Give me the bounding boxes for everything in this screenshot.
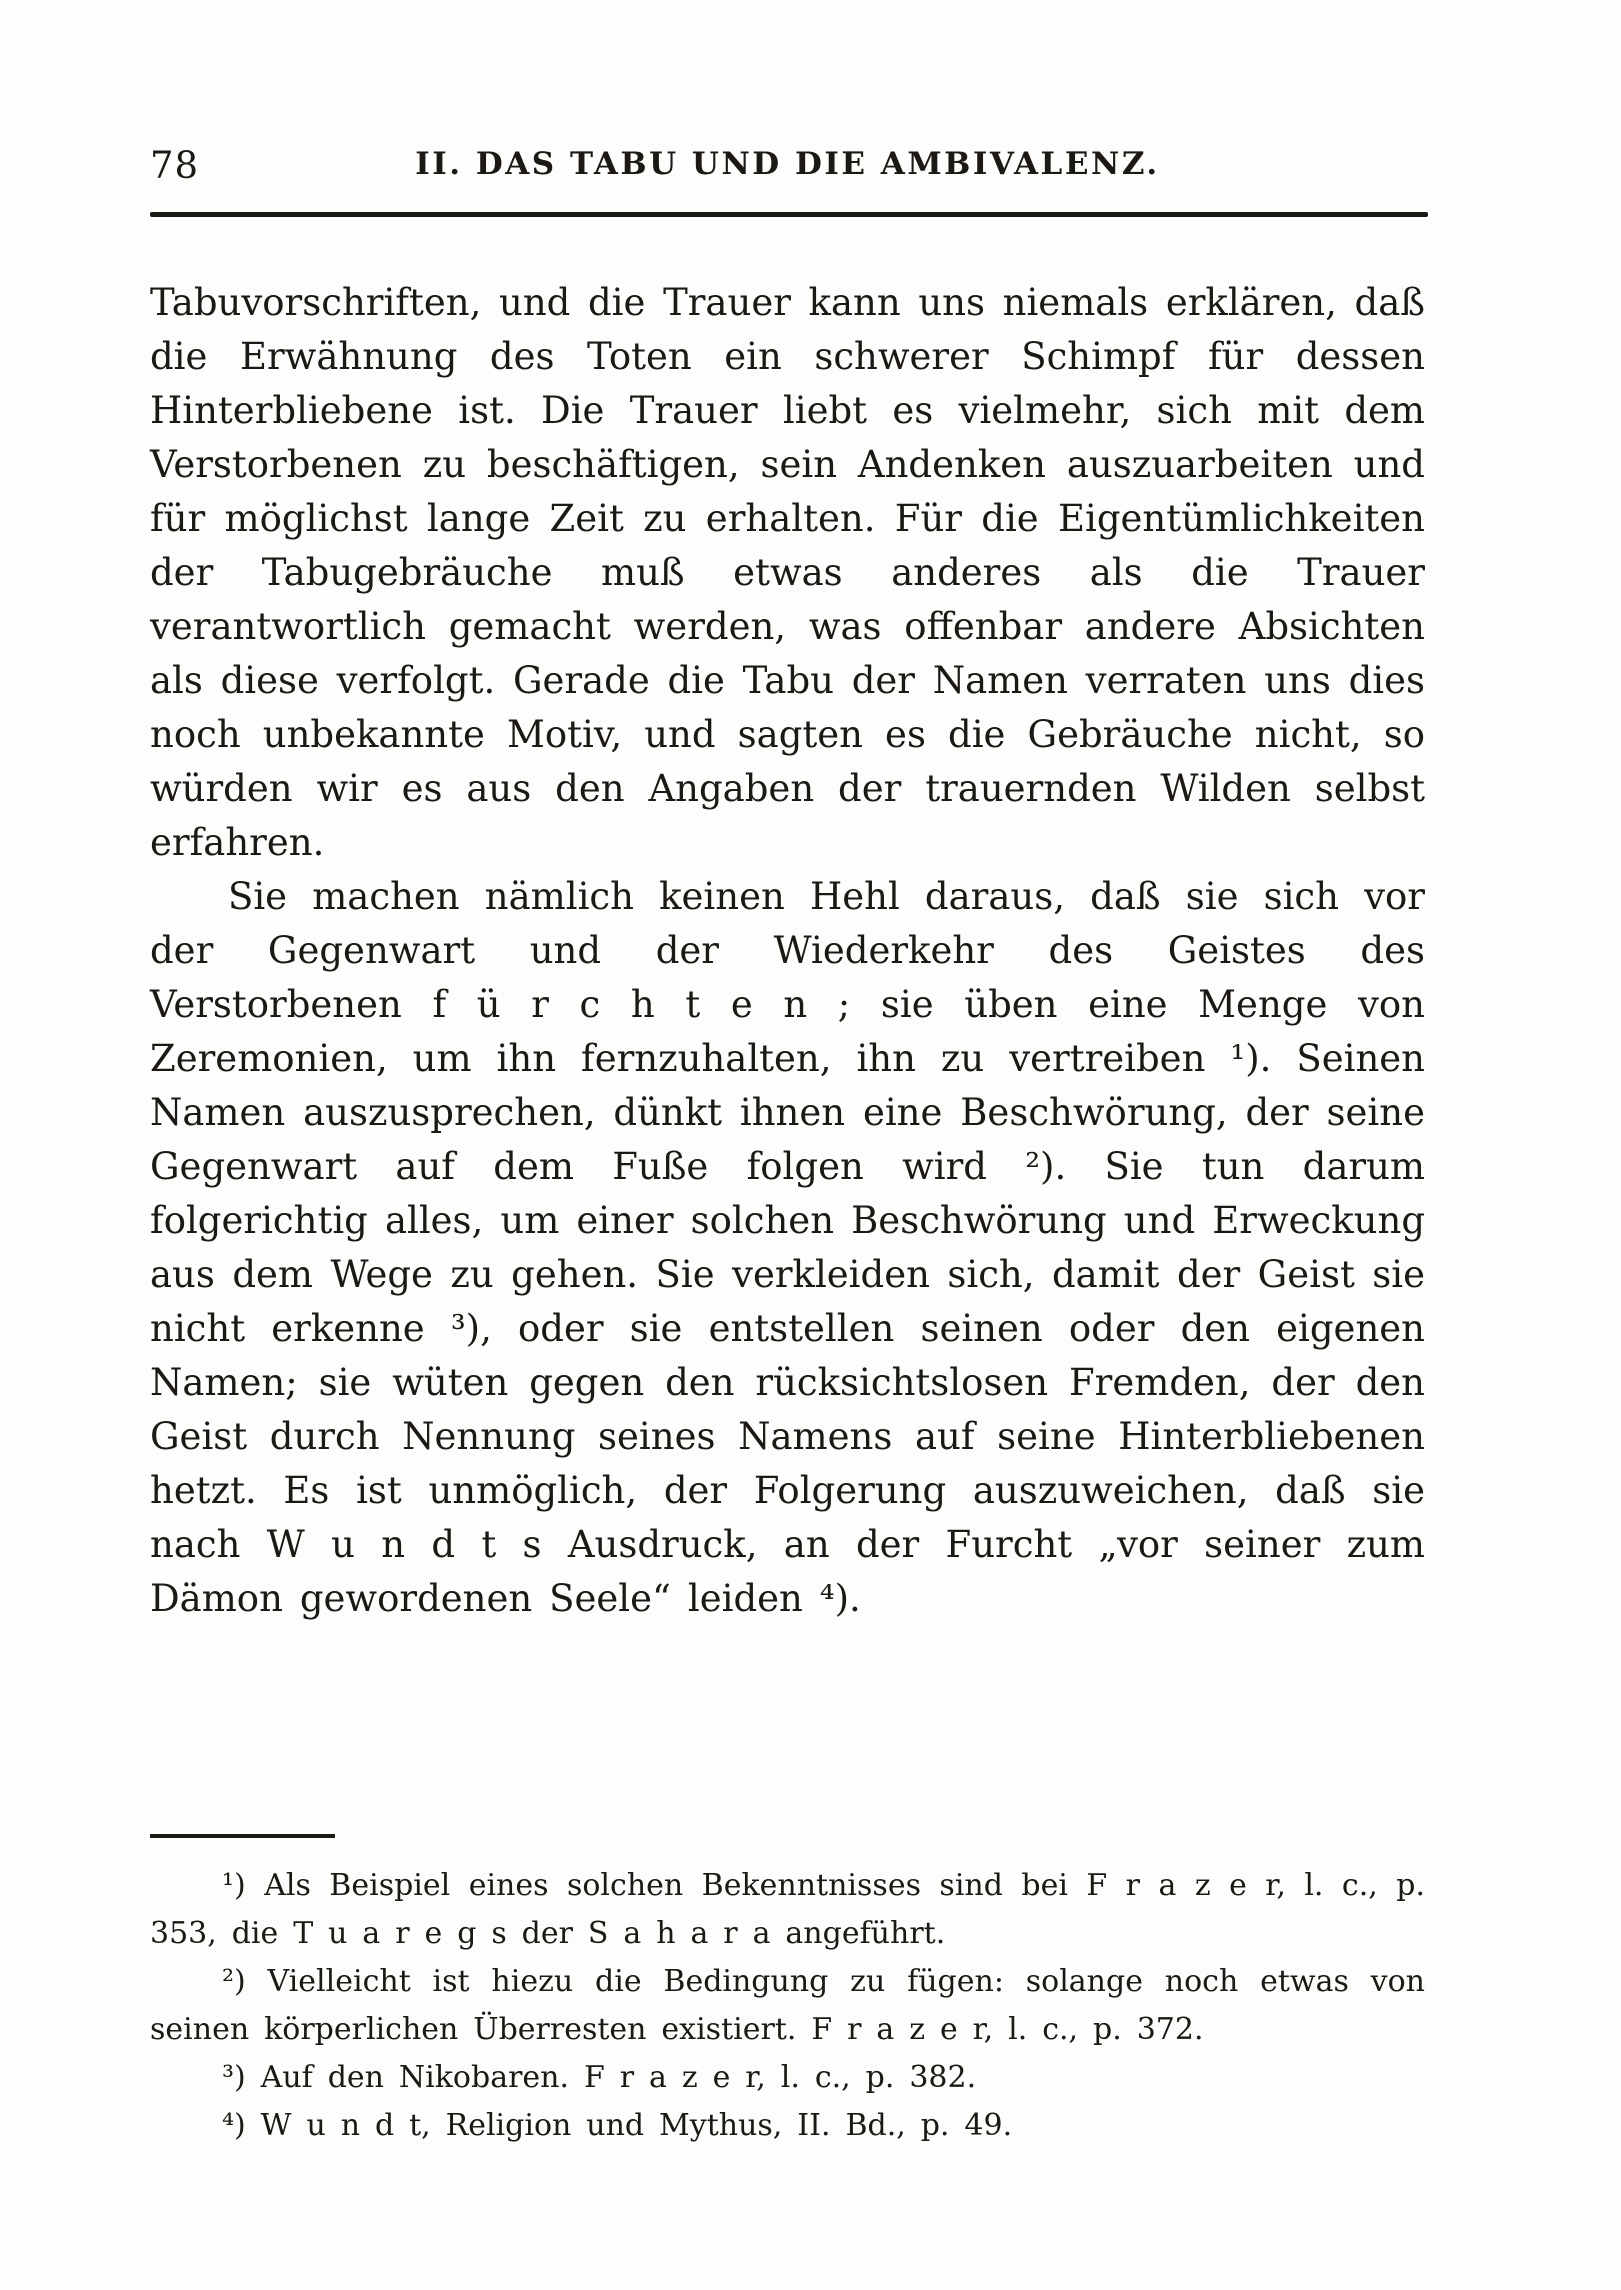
running-head [150, 138, 1425, 190]
paragraph-1: Tabuvorschriften, und die Trauer kann uns niemals erklären, daß die Erwähnung des Toten ein schwerer Schimpf für dessen Hinterbliebene ist. Die Trauer liebt es vielmehr, sich mit dem Verstorbenen zu beschäftigen, sein Andenken auszuarbeiten und für möglichst lange Zeit zu erhalten. Für die Eigentümlichkeiten der Tabugebräuche muß etwas anderes als die Trauer verantwortlich gemacht werden, was offenbar andere Absichten als diese verfolgt. Gerade die Tabu der Namen verraten uns dies noch unbekannte Motiv, und sagten es die Gebräuche nicht, so würden wir es aus den Angaben der trauernden Wilden selbst erfahren. [150, 281, 1425, 864]
header-rule [150, 212, 1428, 217]
footnote-3: ³) Auf den Nikobaren. F r a z e r, l. c., p. 382. [222, 2060, 977, 2095]
running-header-title: II. DAS TABU UND DIE AMBIVALENZ. [415, 146, 1160, 182]
footnote-1: ¹) Als Beispiel eines solchen Bekenntnisses sind bei F r a z e r, l. c., p. 353, die T u a r e g s der S a h a r a angeführt. [150, 1868, 1425, 1951]
footnotes [150, 1862, 1425, 2150]
footnote-4: ⁴) W u n d t, Religion und Mythus, II. Bd., p. 49. [222, 2108, 1013, 2143]
page-number: 78 [150, 144, 200, 187]
body-text [150, 276, 1425, 1626]
footnote-rule [150, 1834, 335, 1838]
paragraph-2: Sie machen nämlich keinen Hehl daraus, daß sie sich vor der Gegenwart und der Wiederkehr des Geistes des Verstorbenen f ü r c h t e n ; sie üben eine Menge von Zeremonien, um ihn fernzuhalten, ihn zu vertreiben ¹). Seinen Namen auszusprechen, dünkt ihnen eine Beschwörung, der seine Gegenwart auf dem Fuße folgen wird ²). Sie tun darum folgerichtig alles, um einer solchen Beschwörung und Erweckung aus dem Wege zu gehen. Sie verkleiden sich, damit der Geist sie nicht erkenne ³), oder sie entstellen seinen oder den eigenen Namen; sie wüten gegen den rücksichtslosen Fremden, der den Geist durch Nennung seines Namens auf seine Hinterbliebenen hetzt. Es ist unmöglich, der Folgerung auszuweichen, daß sie nach W u n d t s Ausdruck, an der Furcht „vor seiner zum Dämon gewordenen Seele“ leiden ⁴). [150, 875, 1425, 1620]
footnote-2: ²) Vielleicht ist hiezu die Bedingung zu fügen: solange noch etwas von seinen körperlichen Überresten existiert. F r a z e r, l. c., p. 372. [150, 1964, 1425, 2047]
